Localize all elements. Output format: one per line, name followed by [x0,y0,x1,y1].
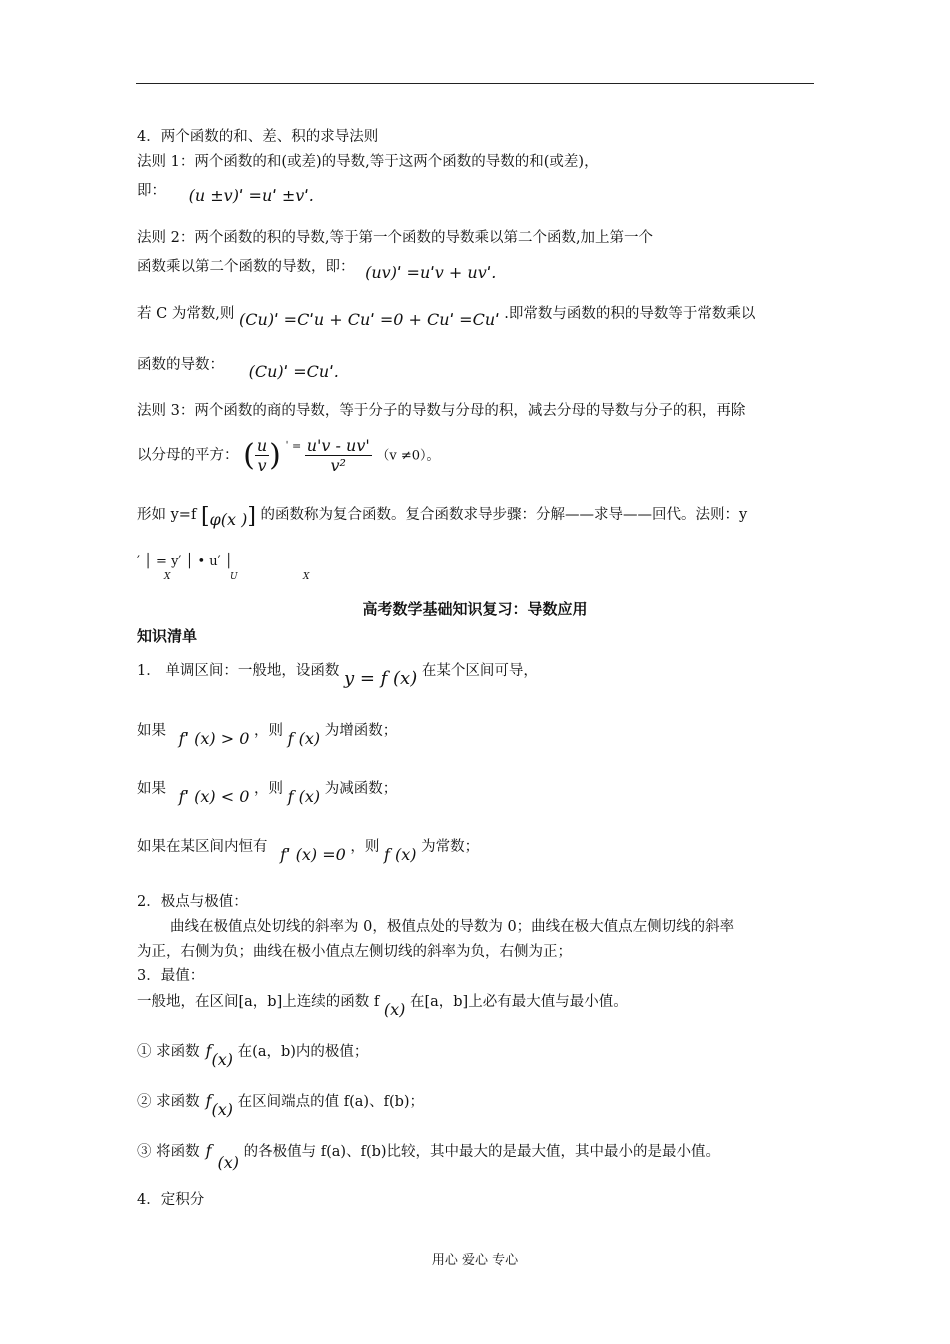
if-dec-prefix: 如果 [137,781,166,797]
rule1-prefix: 即： [137,183,166,199]
step2-line [137,1091,425,1119]
rule3-line1: 法则 3：两个函数的商的导数，等于分子的导数与分母的积，减去分母的导数与分子的积，再除 [137,403,746,419]
composite-text: 的函数称为复合函数。复合函数求导步骤：分解——求导——回代。法则：y [260,507,748,523]
if-const-prefix: 如果在某区间内恒有 [137,839,268,855]
step2-prefix: ② 求函数 [137,1094,200,1110]
if-inc-formula: fˈ (x) > 0 [178,729,250,748]
composite-sub-2: U [230,572,238,582]
rule2-line2 [137,256,497,282]
composite-line: 形如 y=f [φ(x )] 的函数称为复合函数。复合函数求导步骤：分解——求导——回代。法则：y [137,504,748,529]
if-constant-line [137,836,480,864]
page-footer: 用心 爱心 专心 [431,1253,519,1268]
item4-heading: 4．定积分 [137,1192,205,1208]
if-increasing-line [137,720,398,748]
item2-line1: 曲线在极值点处切线的斜率为 0，极值点处的导数为 0；曲线在极大值点左侧切线的斜率 [170,919,735,935]
header-rule [136,83,814,84]
knowledge-heading: 知识清单 [137,627,198,645]
rule2-text: 函数乘以第二个函数的导数，即： [137,259,355,275]
if-inc-prefix: 如果 [137,723,166,739]
if-inc-fx: f (x) [287,729,321,748]
const-suffix: .即常数与函数的积的导数等于常数乘以 [504,306,756,322]
rule3-line2: 以分母的平方： ( $\frac{u}{v}$ ) $^{ˈ =}$ $\frac{u'v - uv'}{\text{v²}}$ （v ≠0）。 [137,436,440,475]
step1-suffix: 在(a，b)内的极值； [237,1044,369,1060]
item2-line2: 为正，右侧为负；曲线在极小值点左侧切线的斜率为负，右侧为正； [137,944,572,960]
if-const-formula: fˈ (x) =0 [280,845,346,864]
composite-line2: ′ │ = y′ │ • u′ │ [137,554,233,569]
step1-f: f [205,1041,212,1060]
rule3-prefix: 以分母的平方： [137,447,239,464]
if-dec-formula: fˈ (x) < 0 [178,787,250,806]
const-line2 [137,354,339,381]
item1-formula: y = f (x) [343,668,418,689]
if-inc-mid: ，则 [254,723,284,739]
item1-line [137,660,538,689]
item3-heading: 3．最值： [137,968,205,984]
step2-suffix: 在区间端点的值 f(a)、f(b)； [237,1094,425,1110]
rule1-line [137,180,314,205]
const-line2-text: 函数的导数： [137,357,224,373]
item1-prefix: 1． 单调区间：一般地，设函数 [137,663,340,679]
if-const-mid: ，则 [350,839,380,855]
rule2-line1: 法则 2：两个函数的积的导数,等于第一个函数的导数乘以第二个函数,加上第一个 [137,230,654,246]
step3-prefix: ③ 将函数 [137,1144,200,1160]
item2-heading: 2．极点与极值： [137,894,248,910]
if-const-fx: f (x) [384,845,417,864]
rule3-rhs-fraction: $\frac{u'v - uv'}{\text{v²}}$ [306,436,370,475]
const-prefix: 若 C 为常数,则 [137,306,235,322]
composite-prefix: 形如 y=f [137,507,197,523]
item3-suffix: 在[a，b]上必有最大值与最小值。 [409,994,628,1010]
step1-fx: (x) [211,1050,234,1069]
section-title: 高考数学基础知识复习：导数应用 [362,600,588,618]
item3-line [137,991,628,1019]
item1-suffix: 在某个区间可导， [421,663,538,679]
rule1-formula: (u ±v)ˈ =uˈ ±vˈ. [188,186,314,205]
section-4-heading: 4．两个函数的和、差、积的求导法则 [137,129,379,145]
rule3-condition: （v ≠0）。 [376,448,440,464]
if-dec-suffix: 为减函数； [324,781,398,797]
rule3-lhs-fraction: $\frac{u}{v}$ [256,436,268,475]
step3-line [137,1141,721,1172]
step2-f: f [205,1091,212,1110]
composite-sub-1: X [164,572,171,582]
rule2-formula: (uv)ˈ =uˈv + uvˈ. [365,263,497,282]
const-line [137,303,756,329]
if-const-suffix: 为常数； [421,839,480,855]
if-dec-fx: f (x) [287,787,321,806]
step2-fx: (x) [211,1100,234,1119]
if-inc-suffix: 为增函数； [324,723,398,739]
step3-fx: (x) [217,1153,240,1172]
const-formula: (Cu)ˈ =Cˈu + Cuˈ =0 + Cuˈ =Cuˈ [239,310,500,329]
item3-fx: (x) [383,1000,406,1019]
step1-line [137,1041,369,1069]
rule1-text: 法则 1：两个函数的和(或差)的导数,等于这两个函数的导数的和(或差)， [137,154,599,170]
step1-prefix: ① 求函数 [137,1044,200,1060]
if-dec-mid: ，则 [254,781,284,797]
const-formula2: (Cu)ˈ =Cuˈ. [248,362,339,381]
if-decreasing-line [137,778,398,806]
composite-inner: φ(x ) [209,510,248,529]
composite-sub-3: X [303,572,310,582]
step3-f: f [205,1141,212,1160]
step3-suffix: 的各极值与 f(a)、f(b)比较，其中最大的是最大值，其中最小的是最小值。 [243,1144,721,1160]
item3-prefix: 一般地，在区间[a，b]上连续的函数 f [137,994,380,1010]
